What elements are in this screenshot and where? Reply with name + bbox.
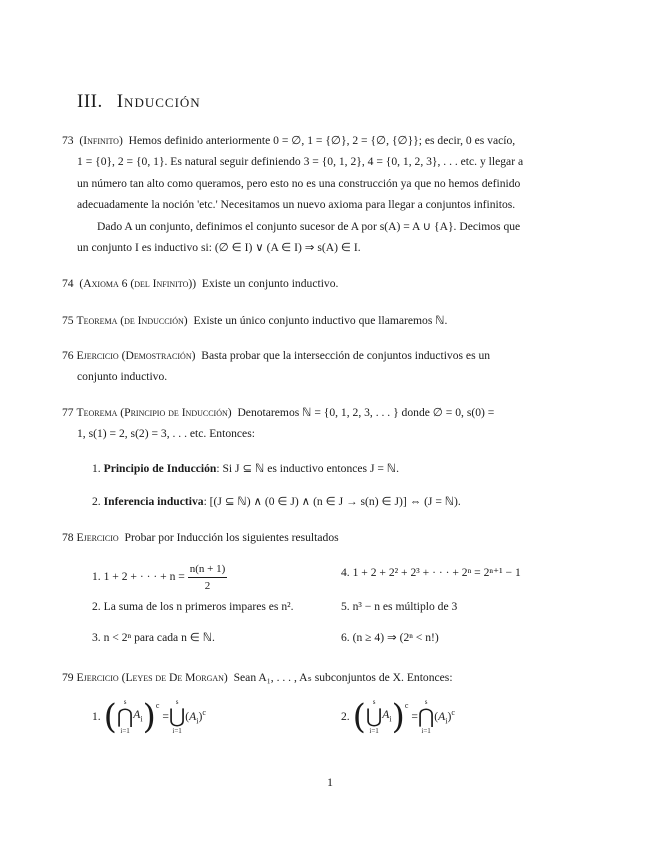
demorgan-formula-2: 2. ( s ⋃ i=1 $A_i)^c$ = s ⋂ i=1 $(A_i)^c$ xyxy=(341,697,455,737)
exercise-number: 2. xyxy=(92,600,101,613)
exercise-6 xyxy=(341,630,439,646)
item-label: (Axioma 6 (del Infinito)) xyxy=(79,277,197,290)
exercise-text: 1 + 2 + · · · + n = xyxy=(103,570,185,584)
exercise-text: (n ≥ 4) ⇒ (2ⁿ < n!) xyxy=(352,631,439,644)
item-text: Existe un único conjunto inductivo que llamaremos ℕ. xyxy=(193,314,448,327)
exercise-number: 4. xyxy=(341,566,350,579)
intersection-operator: s ⋂ i=1 xyxy=(116,698,134,735)
item-76-line-1 xyxy=(62,348,490,364)
exercise-1 xyxy=(92,561,227,594)
item-77-list-1 xyxy=(92,461,399,477)
item-text: Probar por Inducción los siguientes resultados xyxy=(124,531,339,544)
page-number: 1 xyxy=(327,775,333,789)
exercise-5 xyxy=(341,599,457,615)
item-77-line-1 xyxy=(62,405,494,421)
exercise-number: 3. xyxy=(92,631,101,644)
item-73-line-1 xyxy=(62,133,515,149)
item-79 xyxy=(62,670,453,686)
exercise-number: 6. xyxy=(341,631,350,644)
item-label: Teorema (de Inducción) xyxy=(76,314,188,327)
section-title xyxy=(77,91,201,113)
exercise-text: 1 + 2 + 2² + 2³ + · · · + 2ⁿ = 2ⁿ⁺¹ − 1 xyxy=(352,566,521,579)
list-bold: Principio de Inducción xyxy=(103,462,217,475)
numerator: n(n + 1) xyxy=(188,561,228,578)
fraction xyxy=(188,561,228,594)
item-number: 76 xyxy=(62,349,74,362)
exercise-number: 5. xyxy=(341,600,350,613)
list-bold: Inferencia inductiva xyxy=(103,495,204,508)
item-text: Hemos definido anteriormente 0 = ∅, 1 = {∅}, 2 = {∅, {∅}}; es decir, 0 es vacío, xyxy=(128,134,516,147)
item-73-line-4: adecuadamente la noción 'etc.' Necesitamos un nuevo axioma para llegar a conjuntos infinitos. xyxy=(77,198,516,211)
item-77-line-2: 1, s(1) = 2, s(2) = 3, . . . etc. Entonces: xyxy=(77,427,255,440)
item-74 xyxy=(62,276,338,292)
item-73-line-6: un conjunto I es inductivo si: (∅ ∈ I) ∨ (A ∈ I) ⇒ s(A) ∈ I. xyxy=(77,241,361,254)
denominator: 2 xyxy=(204,580,211,592)
exercise-3 xyxy=(92,630,215,646)
list-text: : Si J ⊆ ℕ es inductivo entonces J = ℕ. xyxy=(216,462,399,475)
item-label: Ejercicio (Leyes de De Morgan) xyxy=(76,671,228,684)
item-73-line-5: Dado A un conjunto, definimos el conjunto sucesor de A por s(A) = A ∪ {A}. Decimos que xyxy=(97,220,521,233)
item-number: 73 xyxy=(62,134,74,147)
exercise-2 xyxy=(92,599,294,615)
exercise-text: n < 2ⁿ para cada n ∈ ℕ. xyxy=(103,631,215,644)
list-text: : [(J ⊆ ℕ) ∧ (0 ∈ J) ∧ (n ∈ J → s(n) ∈ J)] ⇔ (J = ℕ). xyxy=(203,495,461,508)
item-number: 74 xyxy=(62,277,74,290)
section-name: Inducción xyxy=(116,91,201,112)
formula-number: 2. xyxy=(341,710,350,723)
item-text: Existe un conjunto inductivo. xyxy=(201,277,339,290)
item-label: Ejercicio (Demostración) xyxy=(76,349,196,362)
item-75 xyxy=(62,313,447,329)
item-number: 75 xyxy=(62,314,74,327)
item-text: Sean A₁, . . . , Aₛ subconjuntos de X. Entonces: xyxy=(233,671,453,684)
union-operator: s ⋃ i=1 xyxy=(365,698,383,735)
exercise-text: n³ − n es múltiplo de 3 xyxy=(352,600,458,613)
item-73-line-3: un número tan alto como queramos, pero esto no es una construcción ya que no hemos definido xyxy=(77,177,521,190)
item-78 xyxy=(62,530,339,546)
demorgan-formula-1: 1. ( s ⋂ i=1 $A_i)^c$ = s ⋃ i=1 $(A_i)^c$ xyxy=(92,697,206,737)
item-number: 79 xyxy=(62,671,74,684)
item-label: Ejercicio xyxy=(76,531,119,544)
item-label: Teorema (Principio de Inducción) xyxy=(76,406,232,419)
exercise-4 xyxy=(341,565,521,581)
exercise-number: 1. xyxy=(92,570,101,584)
item-76-line-2: conjunto inductivo. xyxy=(77,370,168,383)
union-operator: s ⋃ i=1 xyxy=(168,698,186,735)
item-number: 78 xyxy=(62,531,74,544)
exercise-text: La suma de los n primeros impares es n². xyxy=(103,600,294,613)
item-number: 77 xyxy=(62,406,74,419)
item-73-line-2: 1 = {0}, 2 = {0, 1}. Es natural seguir definiendo 3 = {0, 1, 2}, 4 = {0, 1, 2, 3}, . . . etc. y llegar a xyxy=(77,155,524,168)
section-number: III. xyxy=(77,91,103,112)
item-text: Denotaremos ℕ = {0, 1, 2, 3, . . . } donde ∅ = 0, s(0) = xyxy=(237,406,495,419)
list-number: 1. xyxy=(92,462,101,475)
item-text: Basta probar que la intersección de conjuntos inductivos es un xyxy=(201,349,491,362)
item-label: (Infinito) xyxy=(79,134,123,147)
intersection-operator: s ⋂ i=1 xyxy=(417,698,435,735)
formula-number: 1. xyxy=(92,710,101,723)
list-number: 2. xyxy=(92,495,101,508)
item-77-list-2 xyxy=(92,494,461,510)
